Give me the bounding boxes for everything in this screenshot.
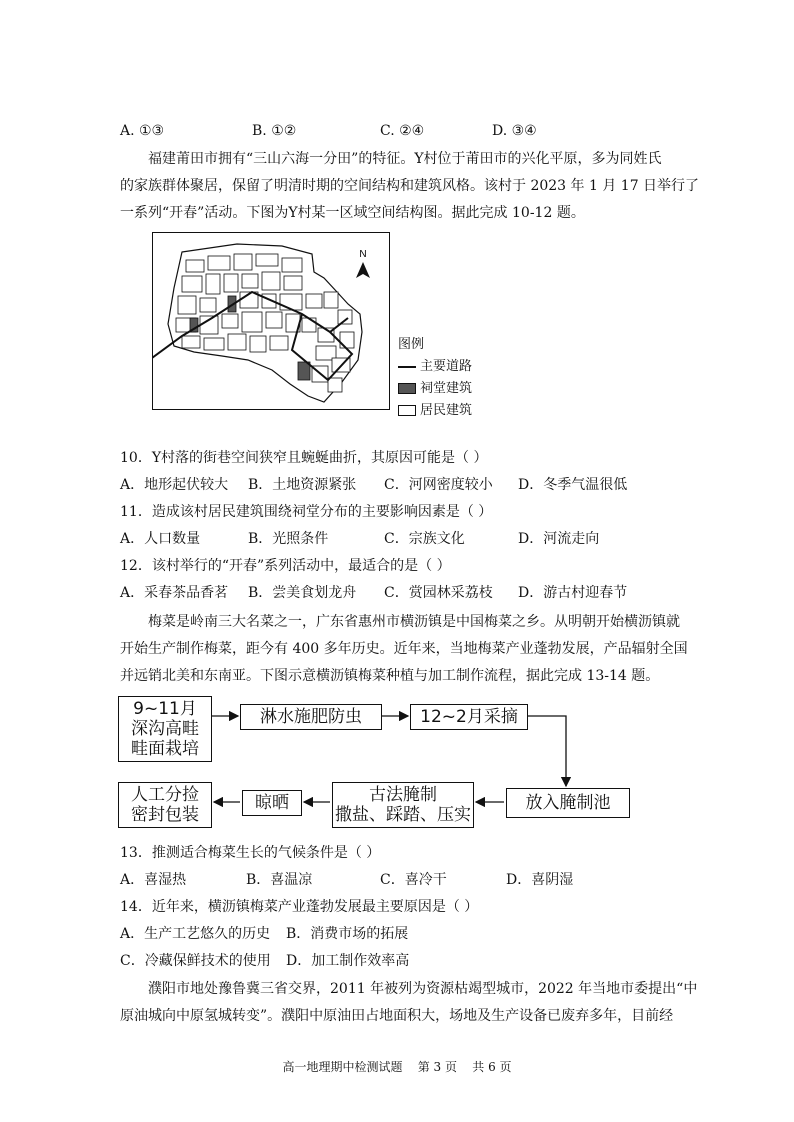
passage-3-line: 濮阳市地处豫鲁冀三省交界，2011 年被列为资源枯竭型城市，2022 年当地市委提出“中 <box>148 981 698 997</box>
passage-2 <box>120 609 688 690</box>
house <box>338 310 352 324</box>
q9-option-a[interactable]: A. ①③ <box>120 123 165 139</box>
house <box>182 276 202 292</box>
house <box>242 312 262 332</box>
q9-option-d[interactable]: D. ③④ <box>492 123 537 139</box>
house <box>284 276 302 290</box>
q13-option-c[interactable]: C．喜冷干 <box>380 872 447 888</box>
legend-item-house: 居民建筑 <box>398 400 472 422</box>
q10-option-d[interactable]: D．冬季气温很低 <box>518 477 628 493</box>
road-line-icon <box>398 366 416 368</box>
house <box>270 336 288 350</box>
house <box>222 314 238 328</box>
house-swatch-icon <box>398 405 416 416</box>
flow-step-pickling-pool: 放入腌制池 <box>506 788 630 818</box>
q12-option-b[interactable]: B．尝美食划龙舟 <box>248 585 357 601</box>
arrow-3-4 <box>528 716 566 786</box>
flow-step-drying: 晾晒 <box>242 790 302 816</box>
house <box>182 336 200 348</box>
house <box>178 296 196 314</box>
q12-option-a[interactable]: A．采春茶品香茗 <box>120 585 229 601</box>
passage-1 <box>120 146 700 227</box>
q12-option-d[interactable]: D．游古村迎春节 <box>518 585 628 601</box>
house <box>224 274 238 292</box>
passage-3 <box>120 976 698 1030</box>
q11-option-d[interactable]: D．河流走向 <box>518 531 600 547</box>
flow-step-watering: 淋水施肥防虫 <box>240 704 382 730</box>
legend-item-temple: 祠堂建筑 <box>398 378 472 400</box>
passage-2-line: 并远销北美和东南亚。下图示意横沥镇梅菜种植与加工制作流程，据此完成 13-14 题。 <box>120 668 660 684</box>
q10-stem: 10．Y村落的街巷空间狭窄且蜿蜒曲折，其原因可能是（ ） <box>120 450 488 466</box>
flow-step-traditional-pickling: 古法腌制 撒盐、踩踏、压实 <box>332 782 474 828</box>
q12-option-c[interactable]: C．赏园林采荔枝 <box>384 585 493 601</box>
house <box>186 260 204 272</box>
house <box>340 332 354 348</box>
passage-1-line: 一系列“开春”活动。下图为Y村某一区域空间结构图。据此完成 10-12 题。 <box>120 205 585 221</box>
q13-option-b[interactable]: B．喜温凉 <box>246 872 313 888</box>
q11-option-a[interactable]: A．人口数量 <box>120 531 201 547</box>
q14-option-b[interactable]: B．消费市场的拓展 <box>286 926 409 942</box>
house <box>206 274 220 294</box>
passage-2-line: 开始生产制作梅菜，距今有 400 多年历史。近年来，当地梅菜产业蓬勃发展，产品辐射全国 <box>120 641 688 657</box>
house <box>280 294 302 310</box>
q13-stem: 13．推测适合梅菜生长的气候条件是（ ） <box>120 845 381 861</box>
house <box>302 318 316 332</box>
house <box>234 254 252 270</box>
flow-step-packaging: 人工分捡 密封包装 <box>118 782 212 828</box>
house <box>200 298 216 312</box>
house <box>266 312 282 328</box>
legend-title: 图例 <box>398 337 425 352</box>
page-footer: 高一地理期中检测试题 第 3 页 共 6 页 <box>282 1060 512 1074</box>
north-label: N <box>359 249 367 260</box>
q10-option-a[interactable]: A．地形起伏较大 <box>120 477 229 493</box>
house <box>204 338 224 350</box>
q14-stem: 14．近年来，横沥镇梅菜产业蓬勃发展最主要原因是（ ） <box>120 899 479 915</box>
q13-option-a[interactable]: A．喜湿热 <box>120 872 187 888</box>
q9-option-c[interactable]: C. ②④ <box>380 123 425 139</box>
q11-stem: 11．造成该村居民建筑围绕祠堂分布的主要影响因素是（ ） <box>120 504 493 520</box>
q11-option-c[interactable]: C．宗族文化 <box>384 531 465 547</box>
legend-item-road: 主要道路 <box>398 356 472 378</box>
q11-option-b[interactable]: B．光照条件 <box>248 531 329 547</box>
house <box>228 334 246 350</box>
house <box>242 274 258 288</box>
map-legend <box>398 334 472 422</box>
house <box>282 258 302 272</box>
house <box>250 336 266 352</box>
passage-3-line: 原油城向中原氢城转变”。濮阳中原油田占地面积大，场地及生产设备已废弃多年，目前经 <box>120 1008 674 1024</box>
q14-option-c[interactable]: C．冷藏保鲜技术的使用 <box>120 953 271 969</box>
q14-option-a[interactable]: A．生产工艺悠久的历史 <box>120 926 271 942</box>
passage-2-line: 梅菜是岭南三大名菜之一，广东省惠州市横沥镇是中国梅菜之乡。从明朝开始横沥镇就 <box>148 614 680 630</box>
house <box>262 272 280 290</box>
flow-step-planting: 9~11月 深沟高畦 畦面栽培 <box>118 696 212 762</box>
meicai-process-flow <box>110 696 650 836</box>
q13-option-d[interactable]: D．喜阴湿 <box>506 872 574 888</box>
q14-option-d[interactable]: D．加工制作效率高 <box>286 953 410 969</box>
house <box>256 254 278 266</box>
q10-option-c[interactable]: C．河网密度较小 <box>384 477 493 493</box>
q9-option-b[interactable]: B. ①② <box>252 123 297 139</box>
q12-stem: 12．该村举行的“开春”系列活动中，最适合的是（ ） <box>120 558 451 574</box>
house <box>306 294 322 308</box>
flow-step-harvest: 12~2月采摘 <box>410 704 528 730</box>
passage-1-line: 的家族群体聚居，保留了明清时期的空间结构和建筑风格。该村于 2023 年 1 月 17 日举行了 <box>120 178 700 194</box>
temple-swatch-icon <box>398 383 416 394</box>
house <box>208 256 230 270</box>
q10-option-b[interactable]: B．土地资源紧张 <box>248 477 357 493</box>
house <box>324 292 338 308</box>
house <box>328 378 342 392</box>
passage-1-line: 福建莆田市拥有“三山六海一分田”的特征。Y村位于莆田市的兴化平原，多为同姓氏 <box>148 151 662 167</box>
village-map <box>152 232 390 410</box>
